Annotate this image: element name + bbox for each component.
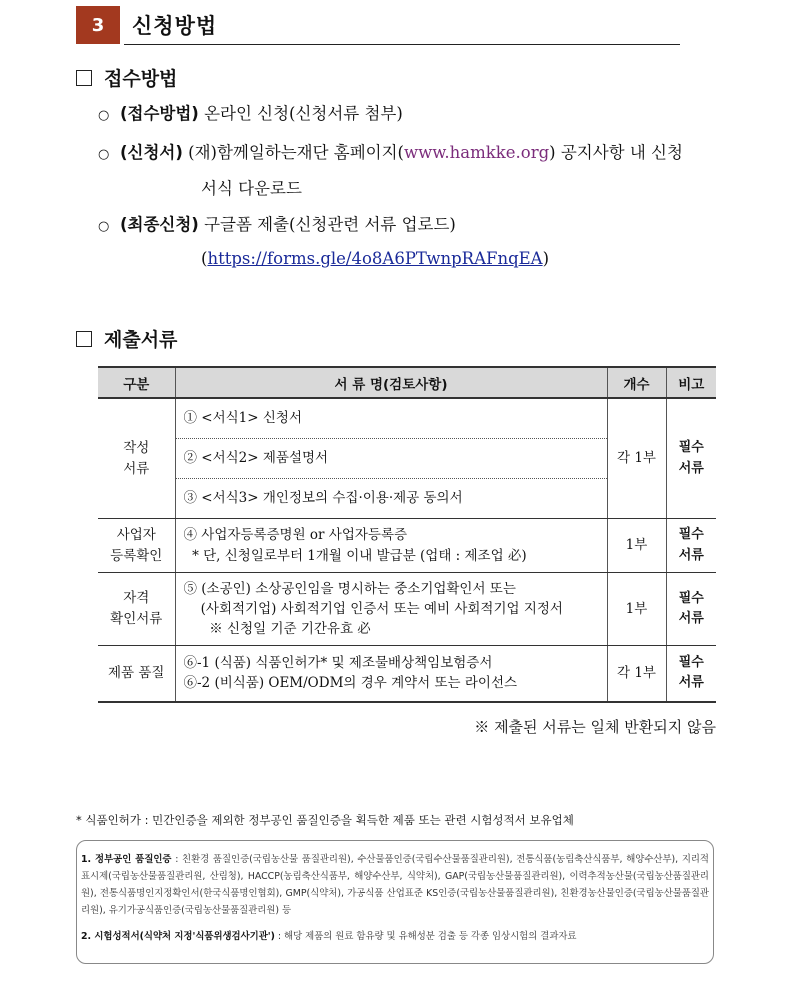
note-cell: 필수 서류 xyxy=(666,519,716,573)
info-paragraph-1 xyxy=(81,851,709,919)
google-form-url-line xyxy=(201,249,549,268)
circle-bullet-icon: ○ xyxy=(98,219,110,234)
category-cell: 작성 서류 xyxy=(98,398,175,519)
info-paragraph-2 xyxy=(81,928,709,945)
item-text: (재)함께일하는재단 홈페이지( xyxy=(188,143,404,162)
section-number: 3 xyxy=(76,6,120,44)
category-cell: 제품 품질 xyxy=(98,646,175,702)
table-header-row xyxy=(98,367,716,398)
receipt-item-application xyxy=(98,139,683,163)
homepage-link[interactable]: www.hamkke.org xyxy=(403,143,550,162)
receipt-heading-text: 접수방법 xyxy=(104,68,178,90)
count-cell: 1부 xyxy=(607,519,666,573)
info-label-2: 2. 시험성적서(식약처 지정'식품위생검사기관') xyxy=(81,931,275,942)
document-cell: ⑤ (소공인) 소상공인임을 명시하는 중소기업확인서 또는 (사회적기업) 사회적기업 인증서 또는 예비 사회적기업 지정서 ※ 신청일 기준 기간유효 必 xyxy=(175,573,607,646)
item-label: (접수방법) xyxy=(120,104,199,123)
item-text: 구글폼 제출(신청관련 서류 업로드) xyxy=(204,215,456,234)
table-row xyxy=(98,519,716,573)
circle-bullet-icon: ○ xyxy=(98,108,110,123)
checkbox-square-icon xyxy=(76,331,92,347)
documents-heading-text: 제출서류 xyxy=(104,329,178,351)
document-cell: ① <서식1> 신청서 xyxy=(175,398,607,439)
table-row xyxy=(98,398,716,439)
col-header-category: 구분 xyxy=(98,367,175,398)
receipt-heading xyxy=(76,64,177,91)
table-row xyxy=(98,646,716,702)
certification-info-box xyxy=(76,840,714,964)
google-form-link[interactable]: https://forms.gle/4o8A6PTwnpRAFnqEA xyxy=(207,249,543,268)
receipt-item-final xyxy=(98,211,456,235)
col-header-note: 비고 xyxy=(666,367,716,398)
paren-open: ( xyxy=(201,249,208,268)
section-title: 신청방법 xyxy=(132,14,218,38)
document-cell: ④ 사업자등록증명원 or 사업자등록증 * 단, 신청일로부터 1개월 이내 발급분 (업태 : 제조업 必) xyxy=(175,519,607,573)
count-cell: 1부 xyxy=(607,573,666,646)
documents-heading xyxy=(76,325,177,352)
category-cell: 자격 확인서류 xyxy=(98,573,175,646)
return-notice: ※ 제출된 서류는 일체 반환되지 않음 xyxy=(474,718,716,736)
info-text-1: : 친환경 품질인증(국립농산물 품질관리원), 수산물품인증(국립수산물품질관리원), 전통식품(농림축산식품부, 해양수산부), 지리적표시제(국립농산물품질관리원, 산림청), HACCP(농림축산식품부, 해양수산부, 식약처), GAP(국립농산물품질관리원), 이력추적농산물(국립농산품질관리원), 전통식품명인지정확인서(한국식품명인협회), GMP(식약처), 가공식품 산업표준 KS인증(국립농산물품질관리원), 친환경농산물인증(국립농산물품질관리원), 유기가공식품인증(국립농산물품질관리원) 등 xyxy=(81,854,709,916)
note-cell: 필수 서류 xyxy=(666,646,716,702)
item-text-after: ) 공지사항 내 신청 xyxy=(549,143,683,162)
category-cell: 사업자 등록확인 xyxy=(98,519,175,573)
document-cell: ② <서식2> 제품설명서 xyxy=(175,439,607,479)
paren-close: ) xyxy=(542,249,550,268)
footnote: * 식품인허가 : 민간인증을 제외한 정부공인 품질인증을 획득한 제품 또는 관련 시험성적서 보유업체 xyxy=(76,813,574,827)
receipt-item-method xyxy=(98,100,403,124)
document-cell: ⑥-1 (식품) 식품인허가* 및 제조물배상책임보험증서 ⑥-2 (비식품) OEM/ODM의 경우 계약서 또는 라이선스 xyxy=(175,646,607,702)
section-header xyxy=(76,6,680,46)
count-cell: 각 1부 xyxy=(607,646,666,702)
col-header-count: 개수 xyxy=(607,367,666,398)
count-cell: 각 1부 xyxy=(607,398,666,519)
info-text-2: : 해당 제품의 원료 함유량 및 유해성분 검출 등 각종 임상시험의 결과자료 xyxy=(274,931,577,942)
note-cell: 필수 서류 xyxy=(666,573,716,646)
item-label: (최종신청) xyxy=(120,215,199,234)
col-header-document: 서 류 명(검토사항) xyxy=(175,367,607,398)
item-continuation: 서식 다운로드 xyxy=(201,179,302,198)
note-cell: 필수 서류 xyxy=(666,398,716,519)
info-label-1: 1. 정부공인 품질인증 xyxy=(81,854,172,865)
section-rule xyxy=(124,44,680,45)
checkbox-square-icon xyxy=(76,70,92,86)
item-text: 온라인 신청(신청서류 첨부) xyxy=(204,104,403,123)
table-row xyxy=(98,573,716,646)
document-cell: ③ <서식3> 개인정보의 수집·이용·제공 동의서 xyxy=(175,479,607,519)
item-label: (신청서) xyxy=(120,143,183,162)
circle-bullet-icon: ○ xyxy=(98,147,110,162)
documents-table xyxy=(98,366,716,703)
